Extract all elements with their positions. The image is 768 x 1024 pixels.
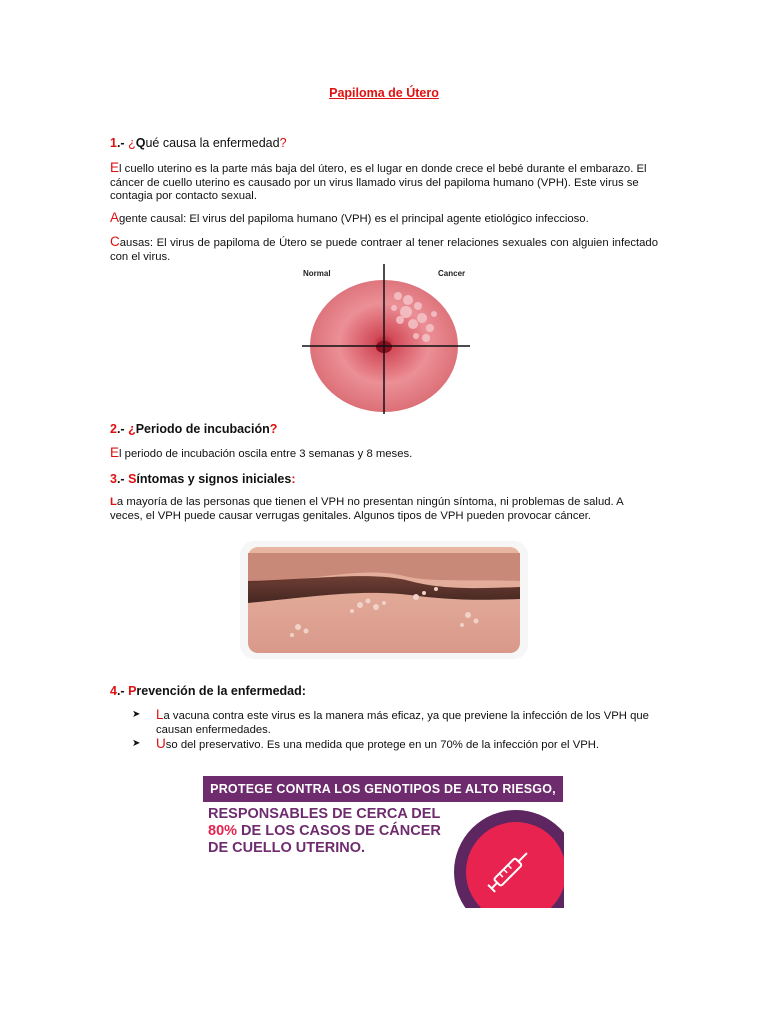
section-dash: .- bbox=[116, 422, 129, 436]
heading-initial: S bbox=[128, 472, 137, 486]
question-close: ? bbox=[269, 422, 278, 436]
paragraph-text: a mayoría de las personas que tienen el VPH no presentan ningún síntoma, ni problemas de salud. A veces, el VPH puede causar verrugas genitales. Algunos tipos de VPH pueden provocar cáncer. bbox=[110, 496, 624, 522]
section-number: 1 bbox=[110, 136, 117, 150]
section-dash: .- bbox=[116, 136, 129, 150]
section-dash: .- bbox=[116, 472, 129, 486]
banner-percentage: 80% bbox=[208, 823, 238, 839]
arrow-bullet-icon: ➤ bbox=[132, 738, 141, 749]
section-3-heading bbox=[110, 472, 296, 486]
dropcap: U bbox=[156, 736, 166, 751]
dropcap: A bbox=[110, 210, 120, 225]
banner-line-3: DE CUELLO UTERINO. bbox=[208, 840, 366, 856]
dropcap: L bbox=[156, 707, 164, 722]
banner-headline: PROTEGE CONTRA LOS GENOTIPOS DE ALTO RIESGO, bbox=[203, 776, 563, 802]
cervix-figure bbox=[298, 264, 474, 414]
list-item bbox=[132, 737, 662, 753]
heading-colon: : bbox=[291, 472, 296, 486]
section-number: 2 bbox=[110, 422, 117, 436]
banner-line-2 bbox=[208, 823, 441, 840]
dropcap: E bbox=[110, 445, 120, 460]
vaccine-badge bbox=[452, 808, 564, 908]
section-2-heading bbox=[110, 422, 277, 436]
arrow-bullet-icon: ➤ bbox=[132, 709, 141, 720]
section-number: 4 bbox=[110, 684, 117, 698]
heading-text: ué causa la enfermedad bbox=[145, 136, 280, 150]
list-item-text: so del preservativo. Es una medida que protege en un 70% de la infección por el VPH. bbox=[165, 739, 600, 751]
section-3-paragraph bbox=[110, 496, 658, 523]
dropcap: E bbox=[110, 160, 120, 175]
dropcap: L bbox=[110, 496, 117, 508]
question-close: ? bbox=[279, 136, 287, 150]
section-1-paragraph-3 bbox=[110, 234, 696, 264]
section-4-heading bbox=[110, 684, 306, 698]
heading-text: Periodo de incubación bbox=[135, 422, 270, 436]
question-open: ¿ bbox=[128, 422, 136, 436]
question-open: ¿ bbox=[128, 136, 136, 150]
list-item bbox=[132, 708, 662, 737]
section-2-paragraph bbox=[110, 446, 658, 462]
banner-line-2-text: DE LOS CASOS DE CÁNCER bbox=[237, 823, 441, 839]
section-1-heading bbox=[110, 136, 287, 150]
banner-line-1: RESPONSABLES DE CERCA DEL bbox=[208, 806, 441, 822]
paragraph-text: l cuello uterino es la parte más baja del útero, es el lugar en donde crece el bebé durante el embarazo. El cáncer de cuello uterino es causado por un virus llamado virus del papiloma humano (VPH). Este virus se contagia por contacto sexual. bbox=[110, 163, 647, 202]
page-title: Papiloma de Útero bbox=[329, 86, 439, 100]
section-1-paragraph-1 bbox=[110, 161, 658, 204]
figure-label-cancer: Cancer bbox=[438, 269, 466, 278]
heading-text: íntomas y signos iniciales bbox=[136, 472, 292, 486]
figure-label-normal: Normal bbox=[303, 269, 331, 278]
prevention-list bbox=[132, 708, 662, 753]
list-item-text: a vacuna contra este virus es la manera más eficaz, ya que previene la infección de los VPH que causan enfermedades. bbox=[156, 710, 649, 736]
heading-text: revención de la enfermedad: bbox=[136, 684, 306, 698]
dropcap: C bbox=[110, 234, 120, 249]
heading-initial: P bbox=[128, 684, 137, 698]
banner-body bbox=[208, 806, 441, 857]
paragraph-text: l periodo de incubación oscila entre 3 semanas y 8 meses. bbox=[119, 448, 413, 460]
section-number: 3 bbox=[110, 472, 117, 486]
paragraph-text: ausas: El virus de papiloma de Útero se puede contraer al tener relaciones sexuales con alguien infectado con el virus. bbox=[110, 237, 696, 263]
paragraph-text: gente causal: El virus del papiloma humano (VPH) es el principal agente etiológico infeccioso. bbox=[119, 213, 589, 225]
section-1-paragraph-2 bbox=[110, 211, 658, 227]
heading-initial: Q bbox=[135, 136, 146, 150]
section-dash: .- bbox=[116, 684, 129, 698]
symptoms-photo bbox=[240, 541, 528, 659]
